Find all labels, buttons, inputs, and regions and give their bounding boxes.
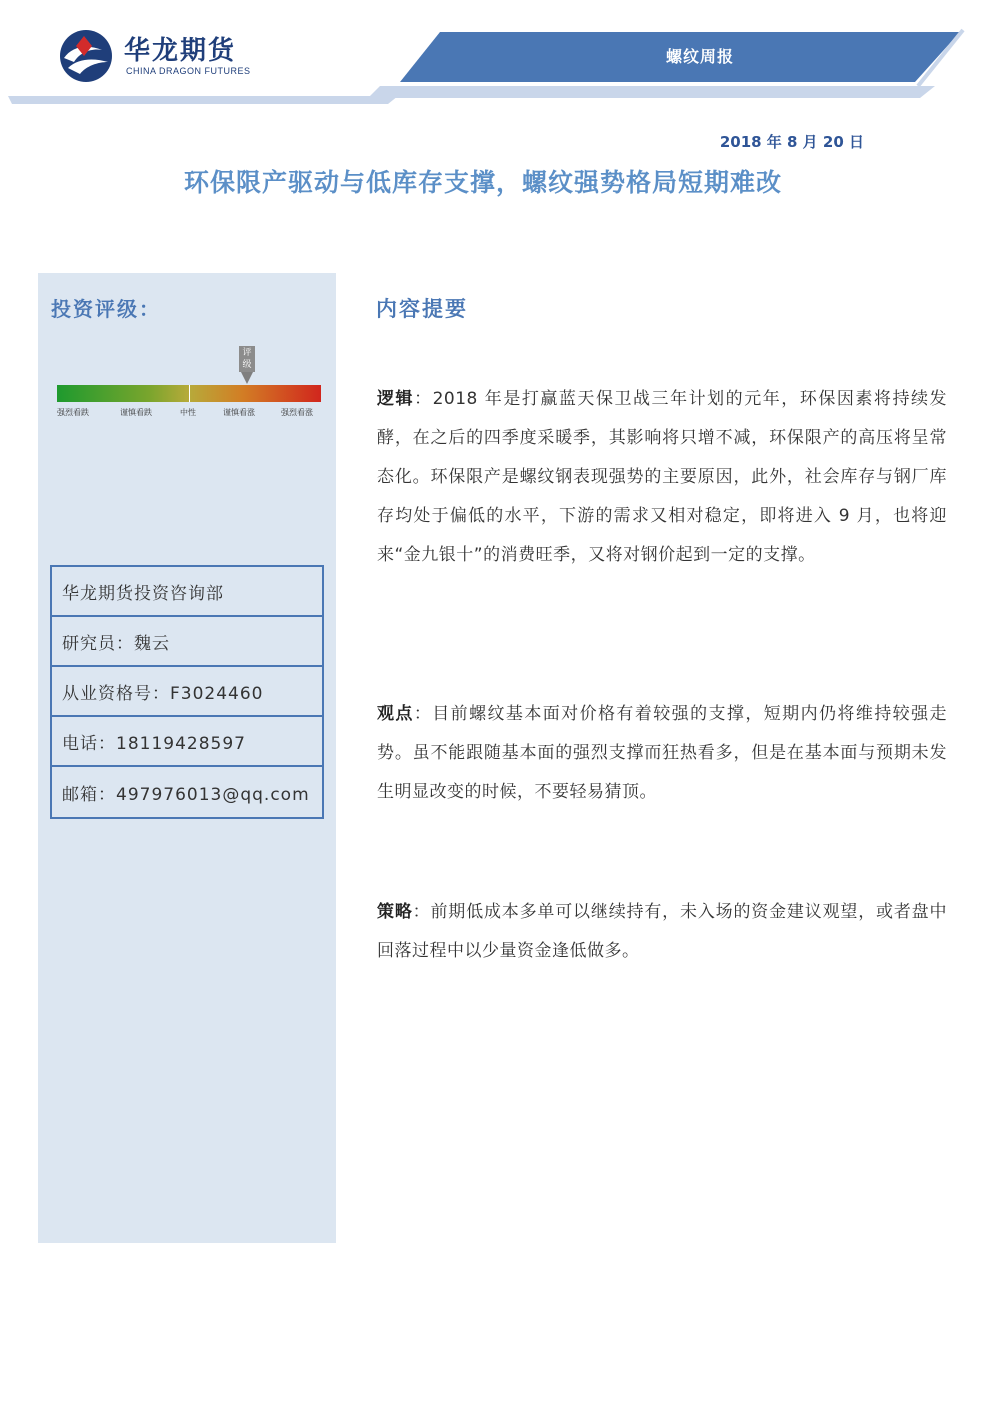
strategy-paragraph [377, 893, 947, 971]
scale-strong-bull: 强烈看涨 [281, 408, 313, 417]
view-label: 观点 [377, 704, 414, 724]
scale-strong-bear: 强烈看跌 [57, 408, 89, 417]
logo-english-name: CHINA DRAGON FUTURES [126, 66, 251, 76]
analyst-info-table [50, 565, 324, 819]
info-department: 华龙期货投资咨询部 [52, 567, 322, 617]
rating-bar-divider [189, 385, 190, 402]
info-email: 邮箱：497976013@qq.com [52, 767, 322, 817]
logic-label: 逻辑 [377, 389, 415, 409]
strategy-label: 策略 [377, 902, 413, 922]
summary-title: 内容提要 [376, 297, 468, 321]
scale-cautious-bull: 谨慎看涨 [223, 408, 255, 417]
rating-title: 投资评级： [51, 297, 161, 321]
logo-chinese-name: 华龙期货 [124, 36, 237, 66]
view-paragraph [377, 695, 947, 812]
report-date: 2018 年 8 月 20 日 [719, 133, 864, 151]
info-license: 从业资格号：F3024460 [52, 667, 322, 717]
scale-neutral: 中性 [180, 408, 196, 417]
scale-cautious-bear: 谨慎看跌 [120, 408, 152, 417]
view-text: ：目前螺纹基本面对价格有着较强的支撑，短期内仍将维持较强走势。虽不能跟随基本面的强烈支撑而狂热看多，但是在基本面与预期未发生明显改变的时候，不要轻易猜顶。 [377, 704, 948, 802]
company-logo [58, 28, 318, 88]
rating-marker: 评级 [239, 346, 255, 372]
info-researcher: 研究员：魏云 [52, 617, 322, 667]
logic-paragraph [377, 380, 947, 575]
strategy-text: ：前期低成本多单可以继续持有，未入场的资金建议观望，或者盘中回落过程中以少量资金逢低做多。 [377, 902, 948, 961]
logic-text: ：2018 年是打赢蓝天保卫战三年计划的元年，环保因素将持续发酵，在之后的四季度采暖季，其影响将只增不减，环保限产的高压将呈常态化。环保限产是螺纹钢表现强势的主要原因，此外，社会库存与钢厂库存均处于偏低的水平，下游的需求又相对稳定，即将进入 9 月，也将迎来“金九银十”的消费旺季，又将对钢价起到一定的支撑。 [377, 389, 947, 565]
info-phone: 电话：18119428597 [52, 717, 322, 767]
report-title: 环保限产驱动与低库存支撑，螺纹强势格局短期难改 [183, 168, 782, 197]
report-type-label: 螺纹周报 [665, 47, 734, 66]
rating-marker-arrow-icon [241, 372, 253, 384]
dragon-logo-icon [58, 28, 114, 84]
